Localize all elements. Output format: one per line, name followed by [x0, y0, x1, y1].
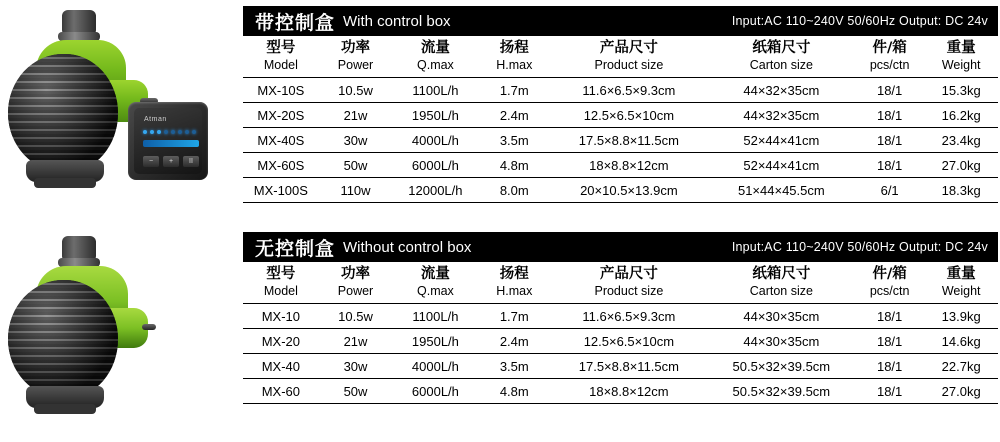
controller-minus-button[interactable]: −: [143, 156, 159, 167]
led-indicator: [164, 130, 168, 134]
cell-product-size: 18×8.8×12cm: [550, 379, 708, 404]
column-header-power: [319, 36, 393, 78]
cell-model: MX-40S: [243, 128, 319, 153]
header-en: Carton size: [749, 58, 813, 72]
header-cn: 型号: [266, 40, 296, 56]
table-row: [243, 103, 998, 128]
cell-power: 10.5w: [319, 78, 393, 103]
cell-model: MX-10: [243, 304, 319, 329]
cell-model: MX-60S: [243, 153, 319, 178]
spec-title-en: Without control box: [343, 238, 472, 256]
column-header-model: [243, 36, 319, 78]
header-en: Product size: [594, 284, 664, 298]
cell-pcs-per-ctn: 6/1: [855, 178, 924, 203]
header-en: Product size: [594, 58, 664, 72]
spec-title-cn: 无控制盒: [255, 237, 336, 260]
cell-carton-size: 44×32×35cm: [708, 78, 855, 103]
cell-power: 50w: [319, 379, 393, 404]
column-header-qmax: [392, 262, 478, 304]
cell-carton-size: 51×44×45.5cm: [708, 178, 855, 203]
header-en: Model: [263, 58, 298, 72]
column-header-qmax: [392, 36, 478, 78]
spec-title-en: With control box: [343, 12, 451, 30]
cell-qmax: 1950L/h: [392, 329, 478, 354]
controller-box: [128, 102, 208, 180]
spec-title-electrical: Input:AC 110~240V 50/60Hz Output: DC 24v: [731, 240, 988, 254]
cell-weight: 23.4kg: [924, 128, 998, 153]
cell-pcs-per-ctn: 18/1: [855, 329, 924, 354]
cell-product-size: 12.5×6.5×10cm: [550, 103, 708, 128]
cell-model: MX-40: [243, 354, 319, 379]
column-header-carton-size: [708, 36, 855, 78]
controller-brand-label: Atman: [144, 116, 167, 123]
led-indicator: [143, 130, 147, 134]
table-row: [243, 78, 998, 103]
led-indicator: [171, 130, 175, 134]
cell-power: 30w: [319, 354, 393, 379]
cell-weight: 16.2kg: [924, 103, 998, 128]
header-en: Model: [263, 284, 298, 298]
table-row: [243, 178, 998, 203]
cell-hmax: 4.8m: [479, 379, 551, 404]
header-cn: 流量: [420, 266, 450, 282]
cell-qmax: 4000L/h: [392, 354, 478, 379]
header-cn: 纸箱尺寸: [752, 40, 811, 56]
cell-hmax: 2.4m: [479, 103, 551, 128]
cell-weight: 27.0kg: [924, 153, 998, 178]
header-en: H.max: [496, 284, 533, 298]
column-header-carton-size: [708, 262, 855, 304]
header-cn: 扬程: [499, 40, 529, 56]
header-en: Weight: [941, 284, 981, 298]
cell-product-size: 11.6×6.5×9.3cm: [550, 304, 708, 329]
cell-qmax: 1100L/h: [392, 78, 478, 103]
header-cn: 纸箱尺寸: [752, 266, 811, 282]
cell-power: 110w: [319, 178, 393, 203]
pump-foot: [34, 404, 96, 414]
pump-foot: [34, 178, 96, 188]
table-row: [243, 379, 998, 404]
cell-qmax: 6000L/h: [392, 379, 478, 404]
header-en: Q.max: [417, 58, 454, 72]
controller-faceplate: [134, 108, 202, 174]
cell-pcs-per-ctn: 18/1: [855, 379, 924, 404]
spec-block-without-control-box: [243, 232, 998, 404]
spec-title-bar: [243, 6, 998, 36]
led-indicator: [150, 130, 154, 134]
cell-pcs-per-ctn: 18/1: [855, 78, 924, 103]
cell-weight: 27.0kg: [924, 379, 998, 404]
table-row: [243, 304, 998, 329]
header-cn: 功率: [341, 40, 370, 56]
cell-weight: 13.9kg: [924, 304, 998, 329]
column-header-product-size: [550, 262, 708, 304]
cell-power: 21w: [319, 103, 393, 128]
column-header-hmax: [479, 262, 551, 304]
cell-weight: 18.3kg: [924, 178, 998, 203]
header-cn: 件/箱: [872, 266, 907, 282]
column-header-power: [319, 262, 393, 304]
cell-hmax: 8.0m: [479, 178, 551, 203]
cell-power: 30w: [319, 128, 393, 153]
header-cn: 扬程: [499, 266, 529, 282]
header-en: Q.max: [417, 284, 454, 298]
header-cn: 型号: [266, 266, 296, 282]
cell-qmax: 1100L/h: [392, 304, 478, 329]
cell-pcs-per-ctn: 18/1: [855, 153, 924, 178]
cell-model: MX-20S: [243, 103, 319, 128]
column-header-weight: [924, 262, 998, 304]
header-en: pcs/ctn: [869, 284, 910, 298]
column-header-pcs-per-ctn: [855, 36, 924, 78]
cell-model: MX-10S: [243, 78, 319, 103]
table-header-row: [243, 262, 998, 304]
cell-power: 21w: [319, 329, 393, 354]
header-cn: 重量: [946, 40, 976, 56]
column-header-weight: [924, 36, 998, 78]
header-cn: 产品尺寸: [599, 266, 658, 282]
led-indicator: [157, 130, 161, 134]
cell-carton-size: 44×30×35cm: [708, 329, 855, 354]
controller-button-row: [143, 156, 199, 167]
cell-weight: 15.3kg: [924, 78, 998, 103]
cell-product-size: 17.5×8.8×11.5cm: [550, 128, 708, 153]
cell-qmax: 6000L/h: [392, 153, 478, 178]
column-header-model: [243, 262, 319, 304]
cell-qmax: 1950L/h: [392, 103, 478, 128]
spec-title-electrical: Input:AC 110~240V 50/60Hz Output: DC 24v: [731, 14, 988, 28]
cell-pcs-per-ctn: 18/1: [855, 128, 924, 153]
controller-display-bar: [143, 140, 199, 147]
pump-cage-shading: [8, 54, 118, 172]
cell-product-size: 11.6×6.5×9.3cm: [550, 78, 708, 103]
spec-block-with-control-box: [243, 6, 998, 203]
cell-hmax: 3.5m: [479, 354, 551, 379]
cell-hmax: 1.7m: [479, 78, 551, 103]
header-en: Power: [337, 58, 374, 72]
spec-table: [243, 36, 998, 203]
cell-weight: 22.7kg: [924, 354, 998, 379]
table-row: [243, 128, 998, 153]
spec-title-bar: [243, 232, 998, 262]
pump-intake-cage: [8, 54, 118, 172]
cell-carton-size: 52×44×41cm: [708, 153, 855, 178]
table-row: [243, 153, 998, 178]
header-en: H.max: [496, 58, 533, 72]
header-en: Power: [337, 284, 374, 298]
cell-pcs-per-ctn: 18/1: [855, 354, 924, 379]
cell-carton-size: 52×44×41cm: [708, 128, 855, 153]
cell-product-size: 20×10.5×13.9cm: [550, 178, 708, 203]
cell-qmax: 12000L/h: [392, 178, 478, 203]
cell-product-size: 17.5×8.8×11.5cm: [550, 354, 708, 379]
header-en: Weight: [941, 58, 981, 72]
column-header-product-size: [550, 36, 708, 78]
column-header-hmax: [479, 36, 551, 78]
header-en: Carton size: [749, 284, 813, 298]
spec-title-cn: 带控制盒: [255, 11, 336, 34]
cell-product-size: 18×8.8×12cm: [550, 153, 708, 178]
cell-hmax: 4.8m: [479, 153, 551, 178]
column-header-pcs-per-ctn: [855, 262, 924, 304]
cell-hmax: 2.4m: [479, 329, 551, 354]
cell-qmax: 4000L/h: [392, 128, 478, 153]
table-row: [243, 354, 998, 379]
cell-model: MX-100S: [243, 178, 319, 203]
controller-plus-button[interactable]: +: [163, 156, 179, 167]
pump-power-cable: [142, 324, 156, 330]
table-header-row: [243, 36, 998, 78]
cell-pcs-per-ctn: 18/1: [855, 304, 924, 329]
product-image-with-control-box: [0, 2, 240, 214]
header-cn: 流量: [420, 40, 450, 56]
spec-table: [243, 262, 998, 404]
cell-model: MX-60: [243, 379, 319, 404]
cell-power: 50w: [319, 153, 393, 178]
header-cn: 重量: [946, 266, 976, 282]
cell-weight: 14.6kg: [924, 329, 998, 354]
product-image-without-control-box: [0, 228, 240, 440]
header-en: pcs/ctn: [869, 58, 910, 72]
cell-product-size: 12.5×6.5×10cm: [550, 329, 708, 354]
cell-pcs-per-ctn: 18/1: [855, 103, 924, 128]
cell-carton-size: 50.5×32×39.5cm: [708, 354, 855, 379]
led-indicator: [192, 130, 196, 134]
cell-carton-size: 44×30×35cm: [708, 304, 855, 329]
cell-hmax: 1.7m: [479, 304, 551, 329]
cell-model: MX-20: [243, 329, 319, 354]
table-row: [243, 329, 998, 354]
cell-carton-size: 50.5×32×39.5cm: [708, 379, 855, 404]
led-indicator: [185, 130, 189, 134]
cell-carton-size: 44×32×35cm: [708, 103, 855, 128]
header-cn: 件/箱: [872, 40, 907, 56]
header-cn: 功率: [341, 266, 370, 282]
pump-cage-shading: [8, 280, 118, 398]
header-cn: 产品尺寸: [599, 40, 658, 56]
controller-pause-button[interactable]: II: [183, 156, 199, 167]
controller-led-row: [143, 130, 196, 134]
cell-power: 10.5w: [319, 304, 393, 329]
led-indicator: [178, 130, 182, 134]
pump-intake-cage: [8, 280, 118, 398]
cell-hmax: 3.5m: [479, 128, 551, 153]
